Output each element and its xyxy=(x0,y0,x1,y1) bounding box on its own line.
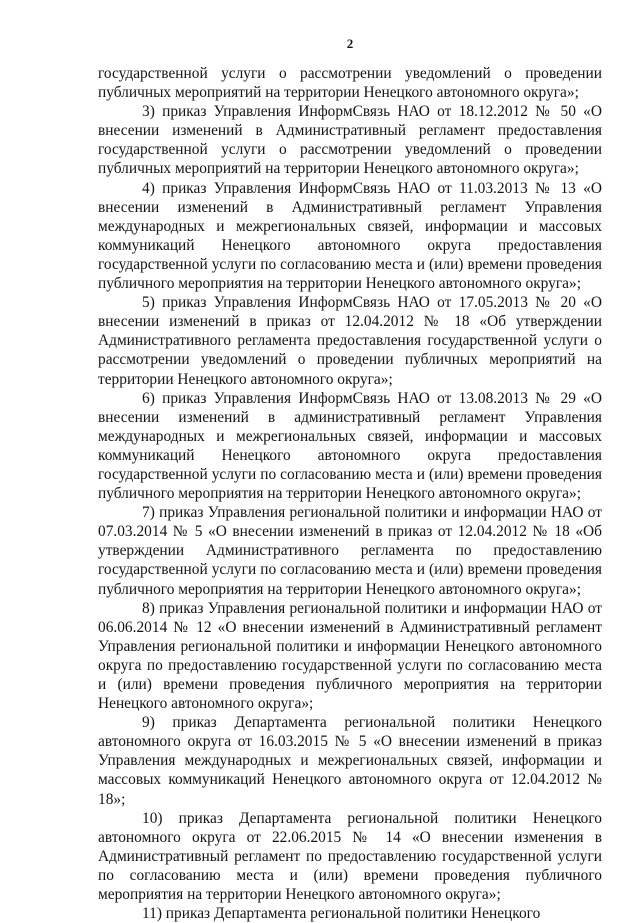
list-item-11: 11) приказ Департамента региональной политики Ненецкого xyxy=(142,905,541,923)
list-item-7: 7) приказ Управления региональной политики и информации НАО от 07.03.2014 № 5 «О внесении изменений в приказ от 12.04.2012 № 18 «Об утверждении Административного регламента по предоставлению государственной услуги по согласованию места и (или) времени проведения публичного мероприятия на территории Ненецкого автономного округа»; xyxy=(98,504,602,598)
list-item-4: 4) приказ Управления ИнформСвязь НАО от 11.03.2013 № 13 «О внесении изменений в Административный регламент Управления международных и межрегиональных связей, информации и массовых коммуникаций Ненецкого автономного округа предоставления государственной услуги по согласованию места и (или) времени проведения публичного мероприятия на территории Ненецкого автономного округа»; xyxy=(98,179,602,293)
list-item-3: 3) приказ Управления ИнформСвязь НАО от 18.12.2012 № 50 «О внесении изменений в Административный регламент предоставления государственной услуги о рассмотрении уведомлений о проведении публичных мероприятий на территории Ненецкого автономного округа»; xyxy=(98,103,602,178)
list-item-5: 5) приказ Управления ИнформСвязь НАО от 17.05.2013 № 20 «О внесении изменений в приказ от 12.04.2012 № 18 «Об утверждении Административного регламента предоставления государственной услуги о рассмотрении уведомлений о проведении публичных мероприятий на территории Ненецкого автономного округа»; xyxy=(98,294,602,388)
list-item-9: 9) приказ Департамента региональной политики Ненецкого автономного округа от 16.03.2015 № 5 «О внесении изменений в приказ Управления международных и межрегиональных связей, информации и массовых коммуникаций Ненецкого автономного округа от 12.04.2012 № 18»; xyxy=(98,714,602,808)
page-number: 2 xyxy=(346,36,354,51)
list-item-10: 10) приказ Департамента региональной политики Ненецкого автономного округа от 22.06.2015 № 14 «О внесении изменения в Административный регламент по предоставлению государственной услуги по согласованию места и (или) времени проведения публичного мероприятия на территории Ненецкого автономного округа»; xyxy=(98,809,602,904)
paragraph-continuation: государственной услуги о рассмотрении уведомлений о проведении публичных мероприятий на территории Ненецкого автономного округа»; xyxy=(98,65,602,102)
list-item-6: 6) приказ Управления ИнформСвязь НАО от 13.08.2013 № 29 «О внесении изменений в административный регламент Управления международных и межрегиональных связей, информации и массовых коммуникаций Ненецкого автономного округа предоставления государственной услуги по согласованию места и (или) времени проведения публичного мероприятия на территории Ненецкого автономного округа»; xyxy=(98,389,602,503)
document-body xyxy=(98,64,602,923)
list-item-8: 8) приказ Управления региональной политики и информации НАО от 06.06.2014 № 12 «О внесении изменений в Административный регламент Управления региональной политики и информации Ненецкого автономного округа по предоставлению государственной услуги по согласованию места и (или) времени проведения публичного мероприятия на территории Ненецкого автономного округа»; xyxy=(98,599,602,713)
